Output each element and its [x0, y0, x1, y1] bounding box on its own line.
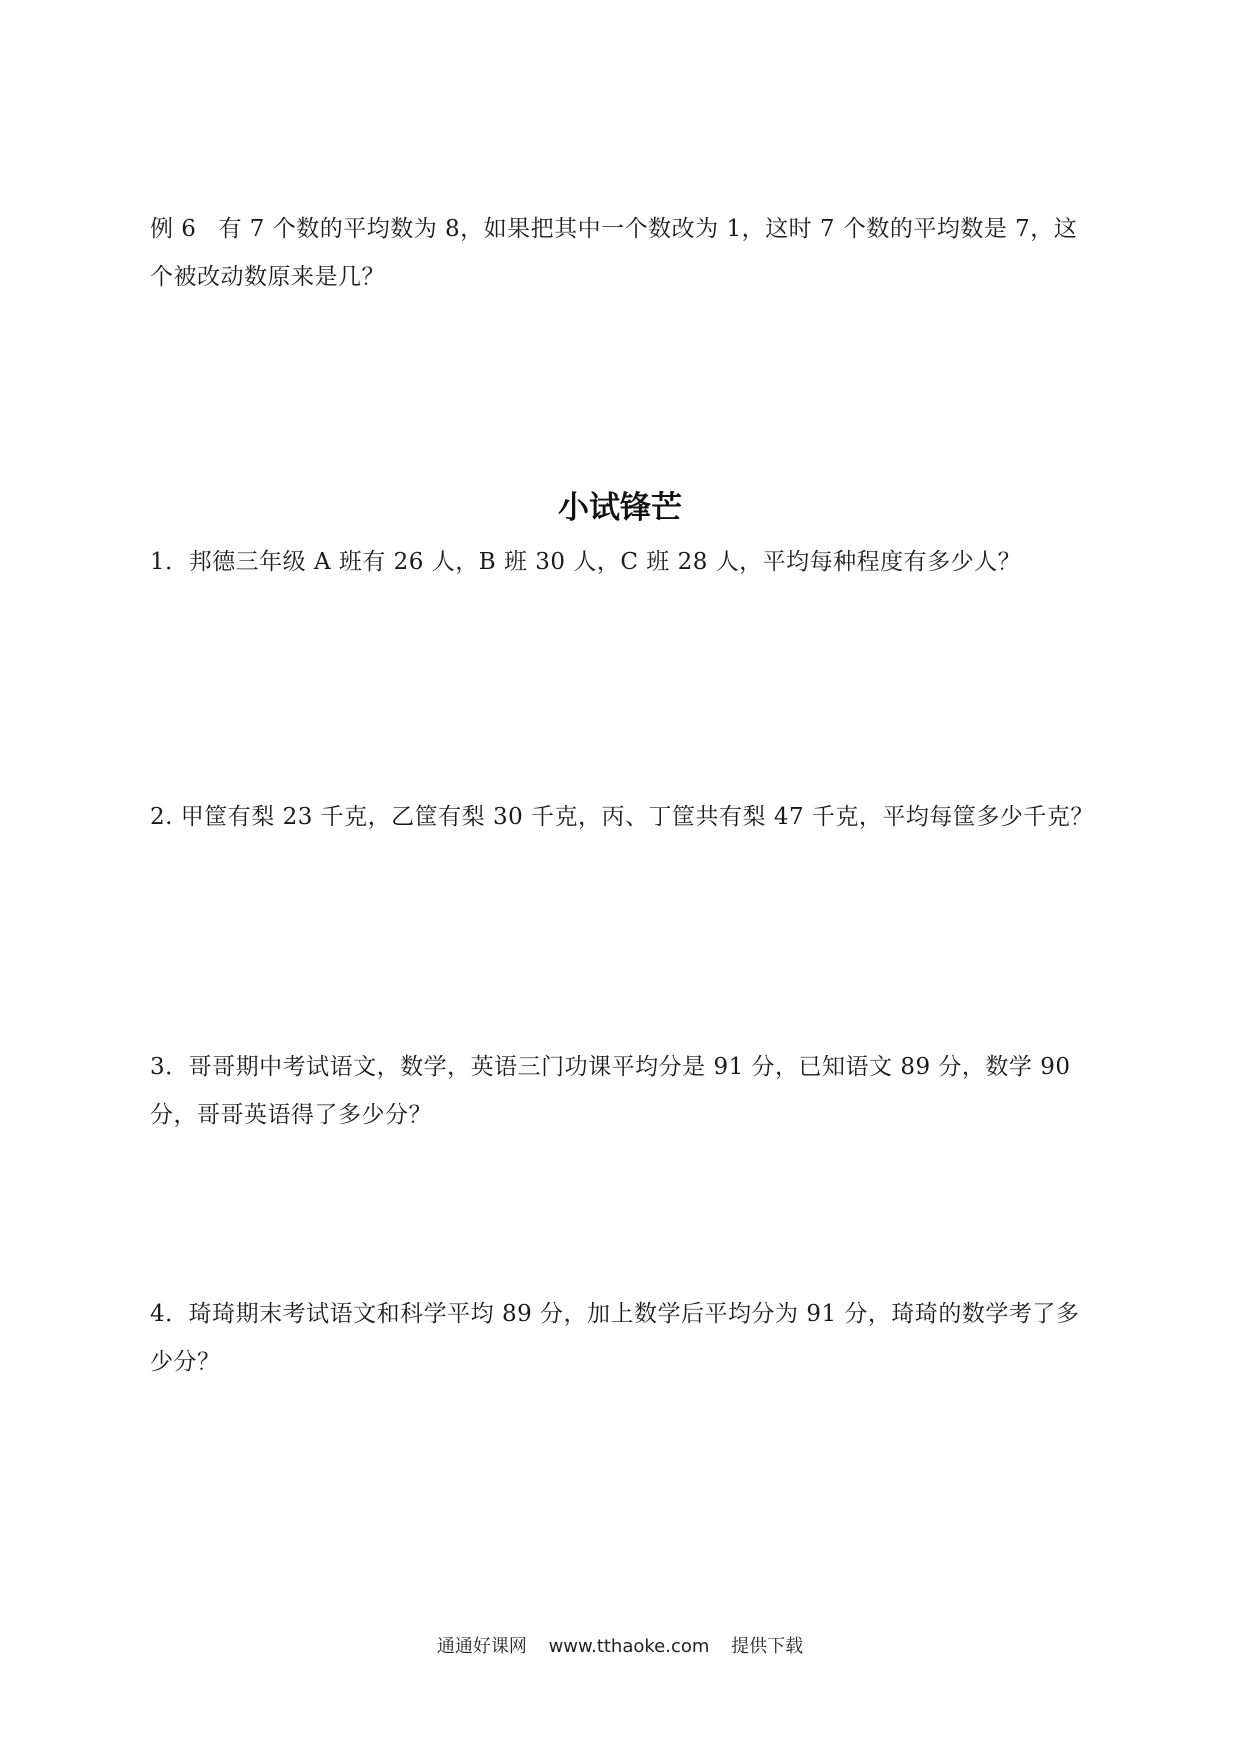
- question-2: 2. 甲筐有梨 23 千克，乙筐有梨 30 千克，丙、丁筐共有梨 47 千克，平均每筐多少千克？: [150, 804, 1094, 830]
- section-title: 小试锋芒: [558, 490, 682, 526]
- footer-suffix: 提供下载: [731, 1636, 804, 1657]
- question-4: 4．琦琦期末考试语文和科学平均 89 分，加上数学后平均分为 91 分，琦琦的数学考了多少分？: [150, 1301, 1080, 1375]
- question-3: 3．哥哥期中考试语文，数学，英语三门功课平均分是 91 分，已知语文 89 分，数学 90 分，哥哥英语得了多少分？: [150, 1054, 1071, 1128]
- example-6-text: 有 7 个数的平均数为 8，如果把其中一个数改为 1，这时 7 个数的平均数是 7，这个被改动数原来是几？: [150, 216, 1078, 290]
- example-6-label: 例 6: [150, 216, 197, 242]
- footer-url: www.tthaoke.com: [548, 1636, 710, 1657]
- question-1: 1．邦德三年级 A 班有 26 人，B 班 30 人，C 班 28 人，平均每种程度有多少人？: [150, 549, 1022, 575]
- example-6: [150, 205, 1095, 301]
- footer-site-name: 通通好课网: [436, 1636, 527, 1657]
- footer: [0, 1635, 1240, 1659]
